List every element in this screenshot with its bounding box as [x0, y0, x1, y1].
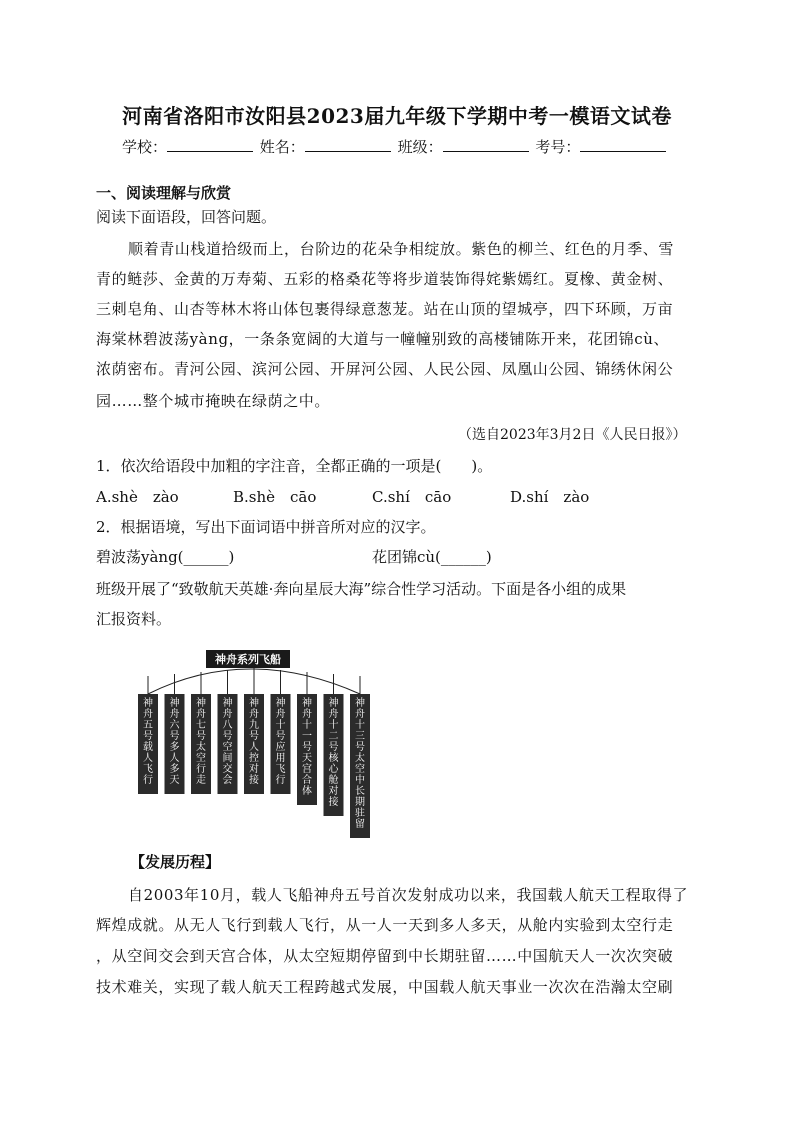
passage-source: （选自2023年3月2日《人民日报》）	[458, 427, 687, 443]
passage-line: 浓荫密布。青河公园、滨河公园、开屏河公园、人民公园、凤凰山公园、锦绣休闲公	[96, 360, 674, 378]
option-d[interactable]: D.shí zào	[510, 488, 590, 506]
reading-instruction: 阅读下面语段，回答问题。	[96, 208, 277, 226]
figure-column-text: 神舟七号太空行走	[196, 698, 206, 786]
school-blank[interactable]	[167, 137, 253, 152]
figure-column-text: 神舟十一号天宫合体	[302, 698, 312, 797]
page-title: 河南省洛阳市汝阳县2023届九年级下学期中考一模语文试卷	[122, 104, 672, 128]
question-1-options	[96, 486, 656, 506]
student-info-line	[122, 136, 668, 157]
passage-line: 青的鲢莎、金黄的万寿菊、五彩的格桑花等将步道装饰得姹紫嫣红。夏橡、黄金树、	[96, 270, 674, 288]
option-a[interactable]: A.shè zào	[96, 488, 179, 506]
figure-column-text: 神舟六号多人多天	[169, 698, 180, 786]
shenzhou-diagram	[124, 650, 365, 840]
figure-header: 神舟系列飞船	[215, 653, 281, 666]
question-1: 1．依次给语段中加粗的字注音，全都正确的一项是( )。	[96, 457, 493, 475]
passage-line: 三刺皂角、山杏等林木将山体包裹得绿意葱茏。站在山顶的望城亭，四下环顾，万亩	[96, 300, 674, 318]
question-2-item-2[interactable]: 花团锦cù(______)	[372, 548, 492, 566]
passage-line: 海棠林碧波荡yàng，一条条宽阔的大道与一幢幢别致的高楼铺陈开来，花团锦cù、	[96, 330, 670, 348]
name-blank[interactable]	[305, 137, 391, 152]
development-line: 自2003年10月，载人飞船神舟五号首次发射成功以来，我国载人航天工程取得了	[128, 886, 689, 904]
option-b[interactable]: B.shè cāo	[233, 488, 317, 506]
development-heading: 【发展历程】	[130, 853, 221, 871]
passage-line: 园……整个城市掩映在绿荫之中。	[96, 392, 331, 410]
name-label: 姓名：	[259, 138, 305, 156]
activity-intro-line: 汇报资料。	[96, 610, 172, 628]
exam-number-label: 考号：	[535, 138, 581, 156]
shenzhou-figure	[124, 650, 365, 840]
figure-columns	[138, 668, 370, 838]
class-label: 班级：	[397, 138, 443, 156]
figure-column-text: 神舟九号人控对接	[249, 698, 259, 786]
question-2: 2．根据语境，写出下面词语中拼音所对应的汉字。	[96, 518, 436, 536]
section-heading: 一、阅读理解与欣赏	[96, 184, 232, 202]
figure-column-text: 神舟五号载人飞行	[143, 698, 153, 786]
development-line: ，从空间交会到天宫合体，从太空短期停留到中长期驻留……中国航天人一次次突破	[96, 947, 674, 965]
option-c[interactable]: C.shí cāo	[372, 488, 452, 506]
development-line: 辉煌成就。从无人飞行到载人飞行，从一人一天到多人多天，从舱内实验到太空行走	[96, 916, 674, 934]
school-label: 学校：	[122, 138, 168, 156]
figure-column-text: 神舟十三号太空中长期驻留	[355, 698, 365, 830]
passage-line: 顺着青山栈道拾级而上，台阶边的花朵争相绽放。紫色的柳兰、红色的月季、雪	[128, 240, 675, 258]
question-2-item-1[interactable]: 碧波荡yàng(______)	[96, 548, 235, 566]
class-blank[interactable]	[443, 137, 529, 152]
development-line: 技术难关，实现了载人航天工程跨越式发展，中国载人航天事业一次次在浩瀚太空刷	[96, 978, 674, 996]
activity-intro-line: 班级开展了“致敬航天英雄·奔向星辰大海”综合性学习活动。下面是各小组的成果	[96, 580, 627, 598]
figure-column-text: 神舟八号空间交会	[222, 698, 233, 786]
exam-number-blank[interactable]	[580, 137, 666, 152]
figure-column-text: 神舟十二号核心舱对接	[328, 698, 339, 808]
figure-column-text: 神舟十号应用飞行	[275, 698, 286, 786]
